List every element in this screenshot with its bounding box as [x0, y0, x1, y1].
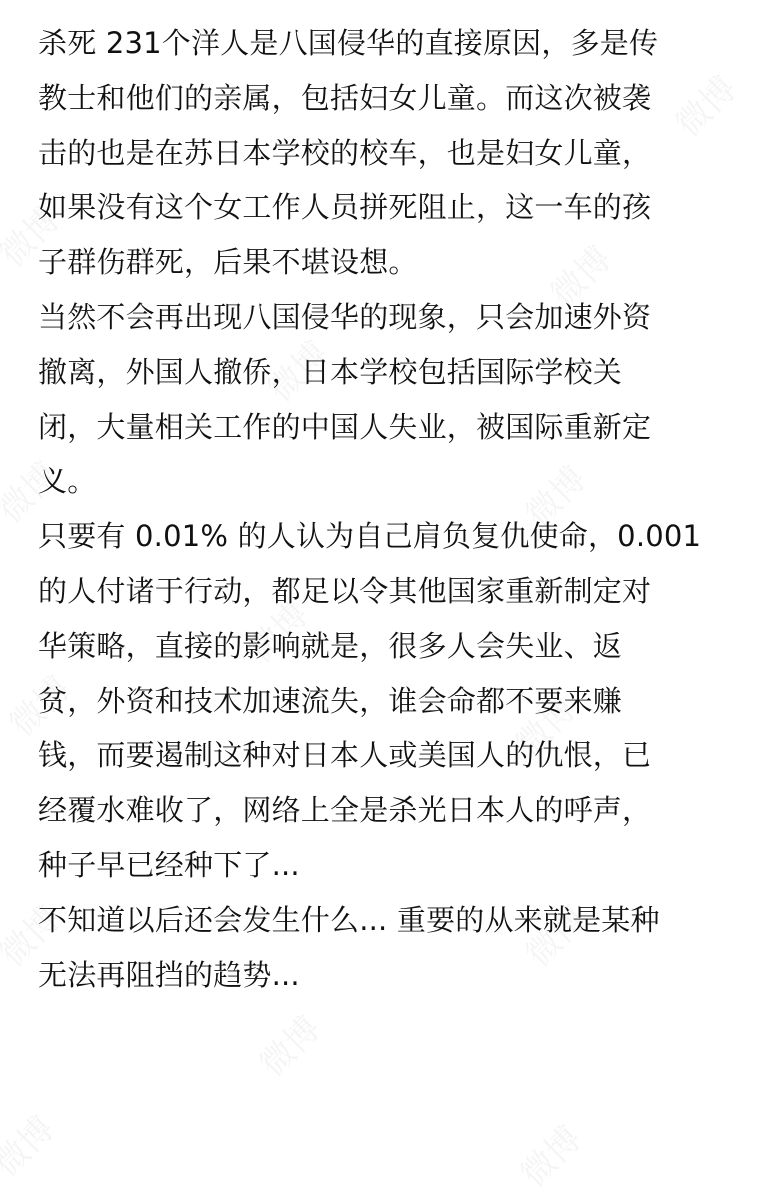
post-line: 杀死 231个洋人是八国侵华的直接原因，多是传: [38, 26, 659, 60]
post-line: 华策略，直接的影响就是，很多人会失业、返: [38, 628, 623, 663]
post-line: 教士和他们的亲属，包括妇女儿童。而这次被袭: [38, 80, 652, 115]
post-line: 如果没有这个女工作人员拼死阻止，这一车的孩: [38, 190, 652, 225]
post-line: 撤离，外国人撤侨，日本学校包括国际学校关: [38, 354, 623, 389]
post-line: 不知道以后还会发生什么... 重要的从来就是某种: [38, 902, 660, 937]
post-line: 的人付诸于行动，都足以令其他国家重新制定对: [38, 573, 652, 608]
weibo-watermark: [247, 1003, 330, 1086]
weibo-watermark: [508, 1113, 591, 1196]
post-line: 钱，而要遏制这种对日本人或美国人的仇恨，已: [38, 738, 652, 773]
post-body: [38, 16, 728, 1002]
post-line: 贫，外资和技术加速流失，谁会命都不要来赚: [38, 683, 623, 718]
weibo-watermark: [0, 1103, 63, 1186]
post-line: 当然不会再出现八国侵华的现象，只会加速外资: [38, 299, 652, 334]
post-line: 经覆水难收了，网络上全是杀光日本人的呼声，: [38, 793, 652, 828]
post-line: 子群伤群死，后果不堪设想。: [38, 245, 418, 280]
post-line: 闭，大量相关工作的中国人失业，被国际重新定: [38, 409, 652, 444]
post-line: 无法再阻挡的趋势...: [38, 957, 300, 992]
post-line: 义。: [38, 464, 97, 499]
post-line: 只要有 0.01% 的人认为自己肩负复仇使命，0.001: [38, 519, 702, 554]
post-line: 种子早已经种下了...: [38, 847, 300, 882]
post-line: 击的也是在苏日本学校的校车，也是妇女儿童，: [38, 135, 652, 170]
